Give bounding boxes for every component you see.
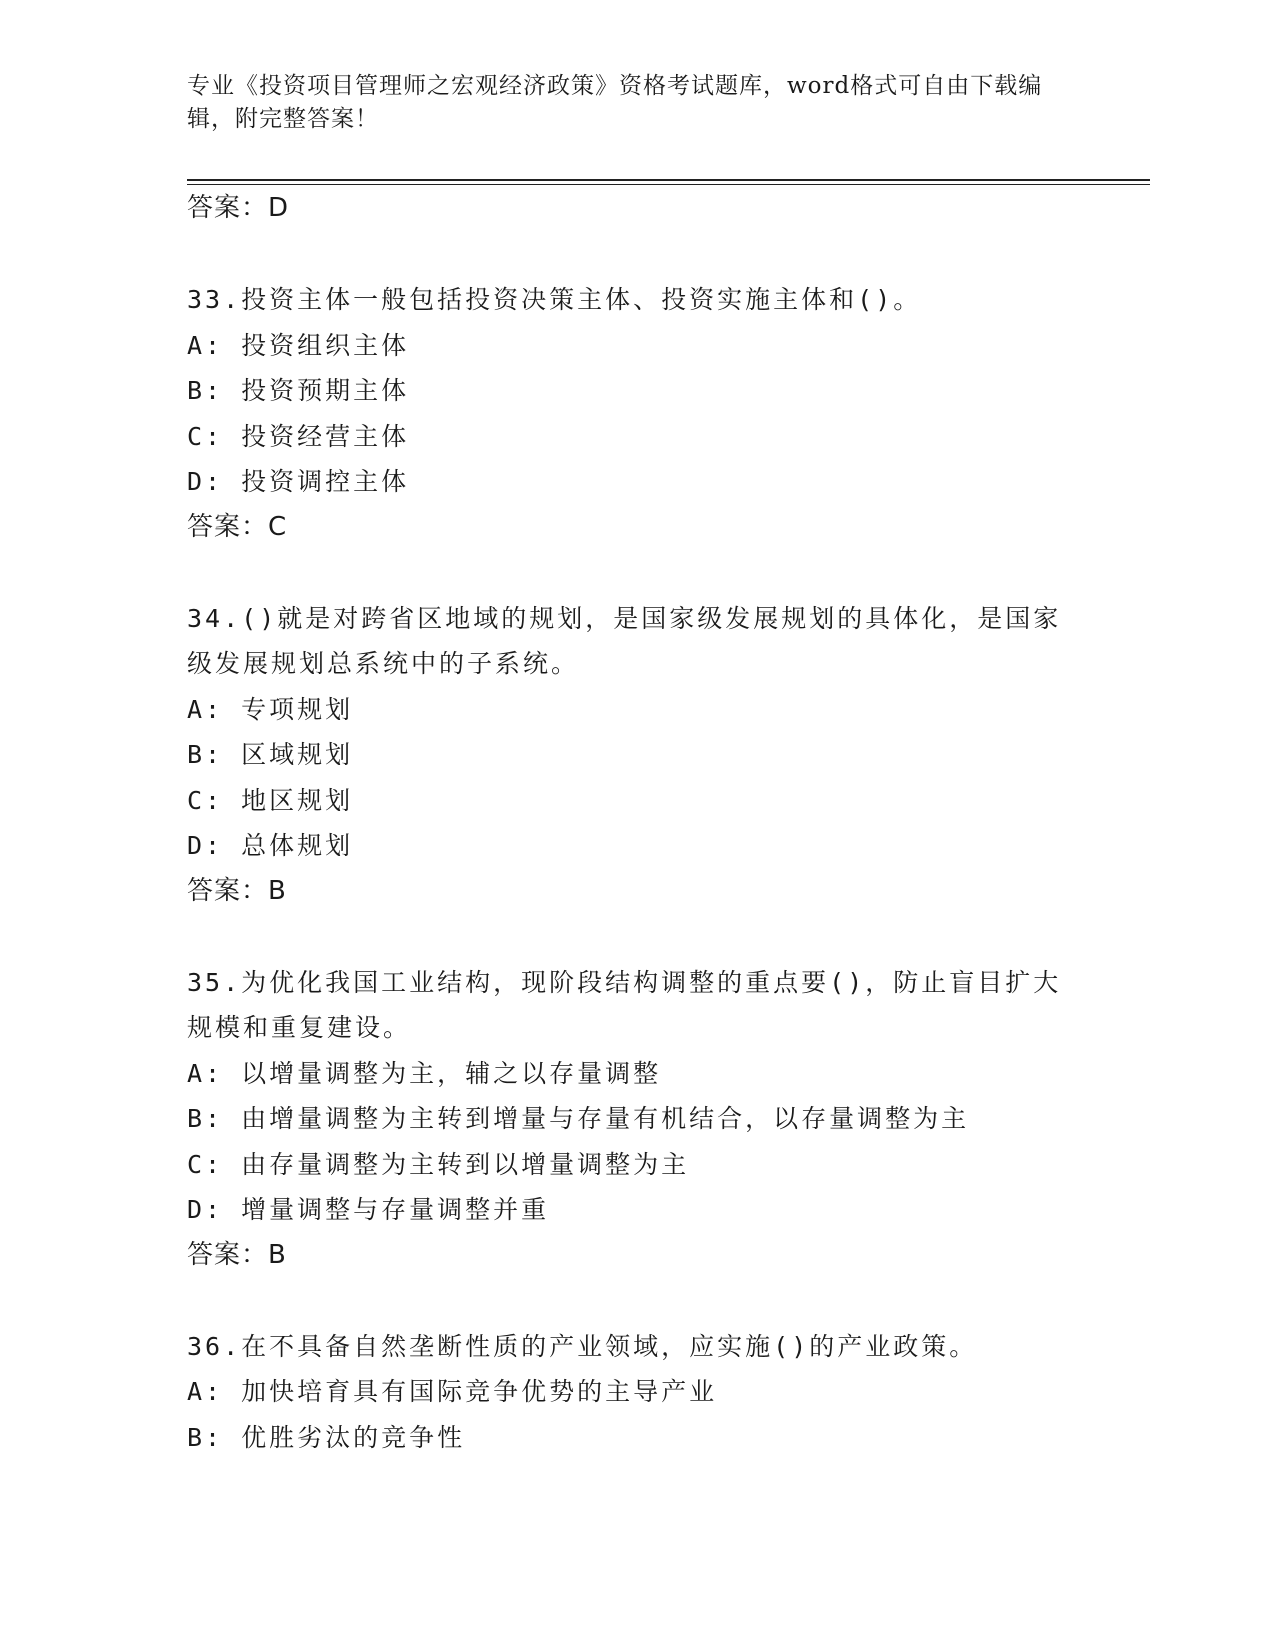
question-text: 35.为优化我国工业结构，现阶段结构调整的重点要()，防止盲目扩大规模和重复建设。 (187, 967, 1062, 1042)
option-b: B: 区域规划 (187, 740, 354, 769)
question-block (187, 277, 1087, 550)
option-d: D: 投资调控主体 (187, 467, 410, 496)
question-list (187, 186, 1087, 1460)
answer-line: 答案：B (187, 1239, 287, 1270)
option-c: C: 地区规划 (187, 785, 354, 815)
header-rule-thick (187, 179, 1150, 181)
header-rule-thin (187, 184, 1150, 185)
question-text: 33.投资主体一般包括投资决策主体、投资实施主体和()。 (187, 285, 922, 314)
answer-line: 答案：C (187, 511, 288, 542)
question-block (187, 960, 1087, 1279)
option-a: A: 投资组织主体 (187, 330, 410, 360)
option-c: C: 由存量调整为主转到以增量调整为主 (187, 1149, 690, 1179)
option-d: D: 总体规划 (187, 831, 354, 860)
question-text: 36.在不具备自然垄断性质的产业领域，应实施()的产业政策。 (187, 1331, 978, 1361)
option-b: B: 由增量调整为主转到增量与存量有机结合，以存量调整为主 (187, 1104, 970, 1133)
question-block (187, 1324, 1087, 1461)
answer-line: 答案：D (187, 193, 290, 223)
document-header: 专业《投资项目管理师之宏观经济政策》资格考试题库，word格式可自由下载编辑，附完整答案！ (187, 73, 1043, 132)
option-a: A: 加快培育具有国际竞争优势的主导产业 (187, 1377, 718, 1406)
question-block (187, 596, 1087, 915)
option-d: D: 增量调整与存量调整并重 (187, 1195, 550, 1224)
option-b: B: 优胜劣汰的竞争性 (187, 1422, 466, 1452)
option-b: B: 投资预期主体 (187, 376, 410, 405)
option-c: C: 投资经营主体 (187, 421, 410, 451)
option-a: A: 专项规划 (187, 694, 354, 724)
option-a: A: 以增量调整为主，辅之以存量调整 (187, 1058, 662, 1088)
question-text: 34.()就是对跨省区地域的规划，是国家级发展规划的具体化，是国家级发展规划总系统中的子系统。 (187, 603, 1062, 678)
answer-line: 答案：B (187, 875, 287, 906)
